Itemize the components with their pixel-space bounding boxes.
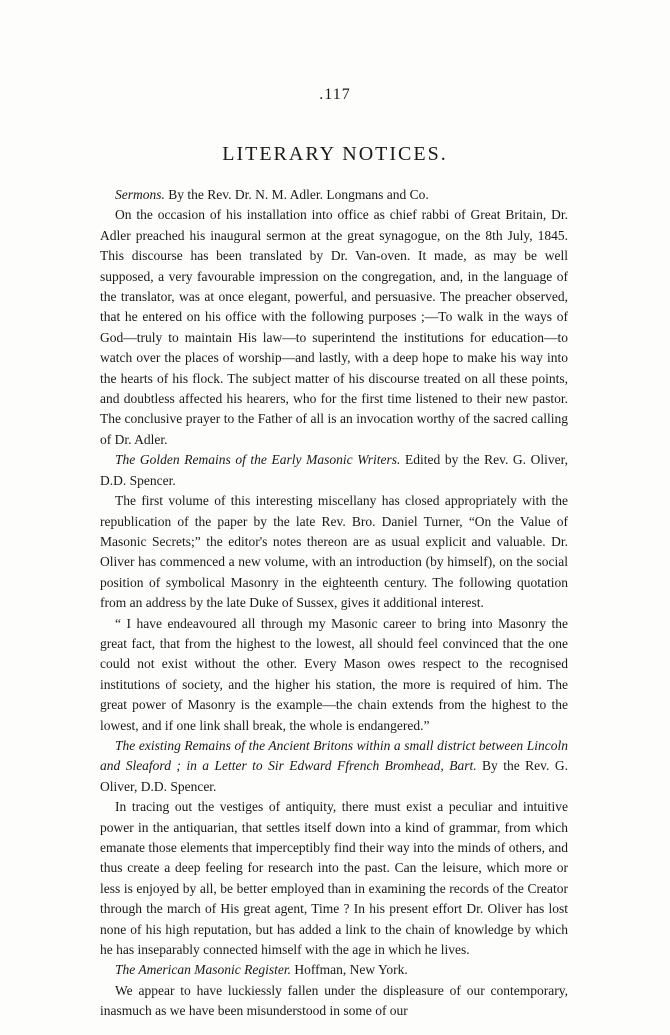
entry-heading — [100, 185, 568, 205]
entry-byline: Edited by the Rev. G. Oliver, D.D. Spencer. — [100, 452, 568, 488]
entry-paragraph: In tracing out the vestiges of antiquity, there must exist a peculiar and intuitive power in the antiquarian, that settles itself down into a kind of grammar, from which emanate those elements that imperceptibly find their way into the minds of others, and thus create a deep feeling for research into the past. Can the leisure, which more or less is enjoyed by all, be better employed than in examining the records of the Creator through the march of His great agent, Time ? In his present effort Dr. Oliver has lost none of his high reputation, but has added a link to the chain of knowledge by which he has inseparably connected himself with the age in which he lives. — [100, 799, 568, 958]
entry-heading — [100, 450, 568, 491]
page-number: .117 — [319, 86, 351, 103]
entry-heading — [100, 960, 568, 980]
entry-title: The American Masonic Register. — [115, 962, 291, 978]
page-body — [100, 185, 568, 1022]
entry-heading — [100, 736, 568, 797]
entry-byline: Hoffman, New York. — [290, 962, 408, 978]
entry-paragraph: We appear to have luckiessly fallen under the displeasure of our contemporary, inasmuch as we have been misunderstood in some of our — [100, 982, 568, 1019]
entry-byline: By the Rev. Dr. N. M. Adler. Longmans and Co. — [164, 187, 429, 202]
section-title: LITERARY NOTICES. — [222, 143, 448, 165]
entry-title: The existing Remains of the Ancient Britons within a small district between Lincoln and Sleaford ; in a Letter to Sir Edward Ffrench Bromhead, Bart. — [100, 737, 568, 774]
entry-title: The Golden Remains of the Early Masonic Writers. — [115, 452, 401, 468]
entry-paragraph: The first volume of this interesting miscellany has closed appropriately with the republication of the paper by the late Rev. Bro. Daniel Turner, “On the Value of Masonic Secrets;” the editor's notes thereon are as usual explicit and valuable. Dr. Oliver has commenced a new volume, with an introduction (by himself), on the social position of symbolical Masonry in the eighteenth century. The following quotation from an address by the late Duke of Sussex, gives it additional interest. — [100, 493, 568, 611]
entry-byline: By the Rev. G. Oliver, D.D. Spencer. — [100, 758, 568, 794]
entry-quotation: “ I have endeavoured all through my Masonic career to bring into Masonry the great fact, that from the highest to the lowest, all should feel convinced that the one could not exist without the other. Every Mason owes respect to the recognised institutions of society, and the higher his station, the more is required of him. The great power of Masonry is the example—the chain extends from the highest to the lowest, and if one link shall break, the whole is endangered.” — [100, 615, 568, 733]
entry-title: Sermons. — [115, 187, 165, 202]
entry-paragraph: On the occasion of his installation into office as chief rabbi of Great Britain, Dr. Adler preached his inaugural sermon at the great synagogue, on the 8th July, 1845. This discourse has been translated by Dr. Van-oven. It made, as may be well supposed, a very favourable impression on the congregation, and, in the language of the translator, was at once elegant, powerful, and persuasive. The preacher observed, that he entered on his office with the following purposes ;—To walk in the ways of God—truly to maintain His law—to superintend the institutions for education—to watch over the places of worship—and lastly, with a deep hope to make his way into the hearts of his flock. The subject matter of his discourse treated on all these points, and doubtless affected his hearers, who for the first time listened to their new pastor. The conclusive prayer to the Father of all is an invocation worthy of the sacred calling of Dr. Adler. — [100, 207, 568, 447]
